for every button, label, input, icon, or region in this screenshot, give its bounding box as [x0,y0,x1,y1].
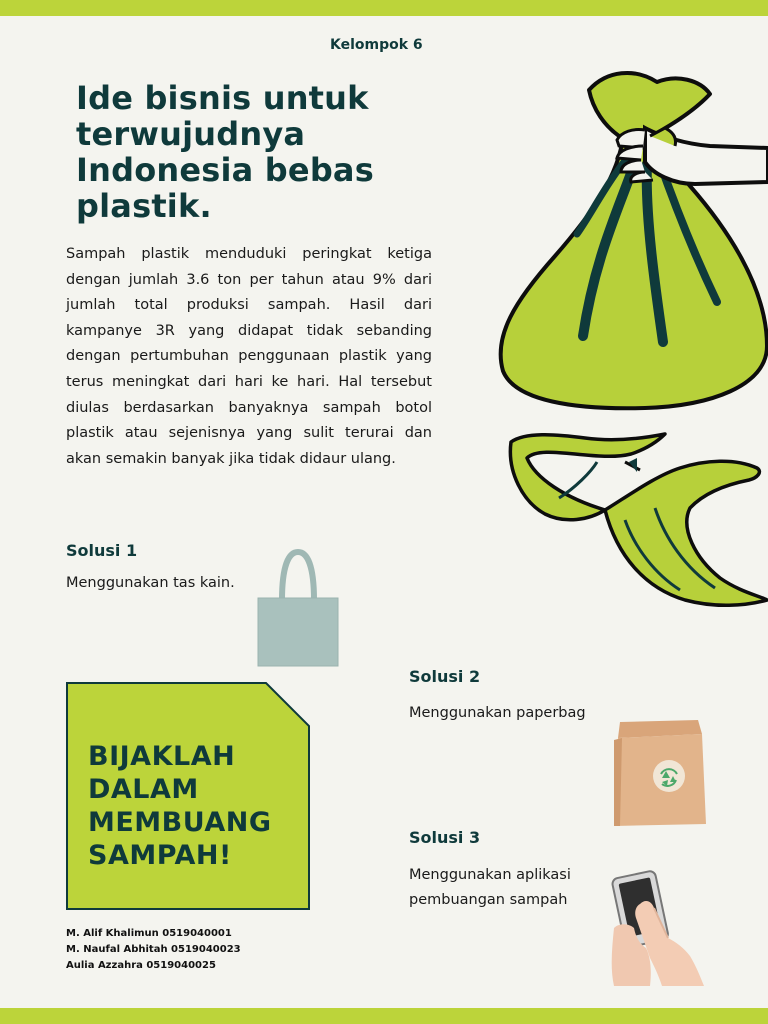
tote-bag-icon [256,548,340,668]
top-accent-bar [0,0,768,16]
intro-paragraph: Sampah plastik menduduki peringkat ketiga dengan jumlah 3.6 ton per tahun atau 9% dari jumlah total produksi sampah. Hasil dari kampanye 3R yang didapat tidak sebanding dengan pertumbuhan penggunaan plastik yang terus meningkat dari hari ke hari. Hal tersebut diulas berdasarkan banyaknya sampah botol plastik atau sejenisnya yang sulit terurai dan akan semakin banyak jika tidak didaur ulang. [66,246,432,467]
trash-bag-icon [495,66,768,412]
member-list [66,926,241,974]
paper-bag-icon [610,716,710,830]
plastic-bag-icon [505,428,768,608]
group-label: Kelompok 6 [330,37,423,53]
solution-2-text: Menggunakan paperbag [409,705,586,721]
solution-2-title: Solusi 2 [409,667,481,686]
solution-3-text: Menggunakan aplikasi pembuangan sampah [409,867,571,908]
solution-1-title: Solusi 1 [66,541,138,560]
bottom-accent-bar [0,1008,768,1024]
phone-hand-icon [610,868,710,988]
member-name: M. Alif Khalimun 0519040001 [66,928,232,939]
solution-3-title: Solusi 3 [409,828,481,847]
slogan-box [66,682,310,910]
member-name: Aulia Azzahra 0519040025 [66,960,216,971]
page-title: Ide bisnis untuk terwujudnya Indonesia bebas plastik. [76,79,374,225]
solution-1-text: Menggunakan tas kain. [66,575,235,591]
slogan-text: BIJAKLAH DALAM MEMBUANG SAMPAH! [88,741,272,871]
member-name: M. Naufal Abhitah 0519040023 [66,944,241,955]
